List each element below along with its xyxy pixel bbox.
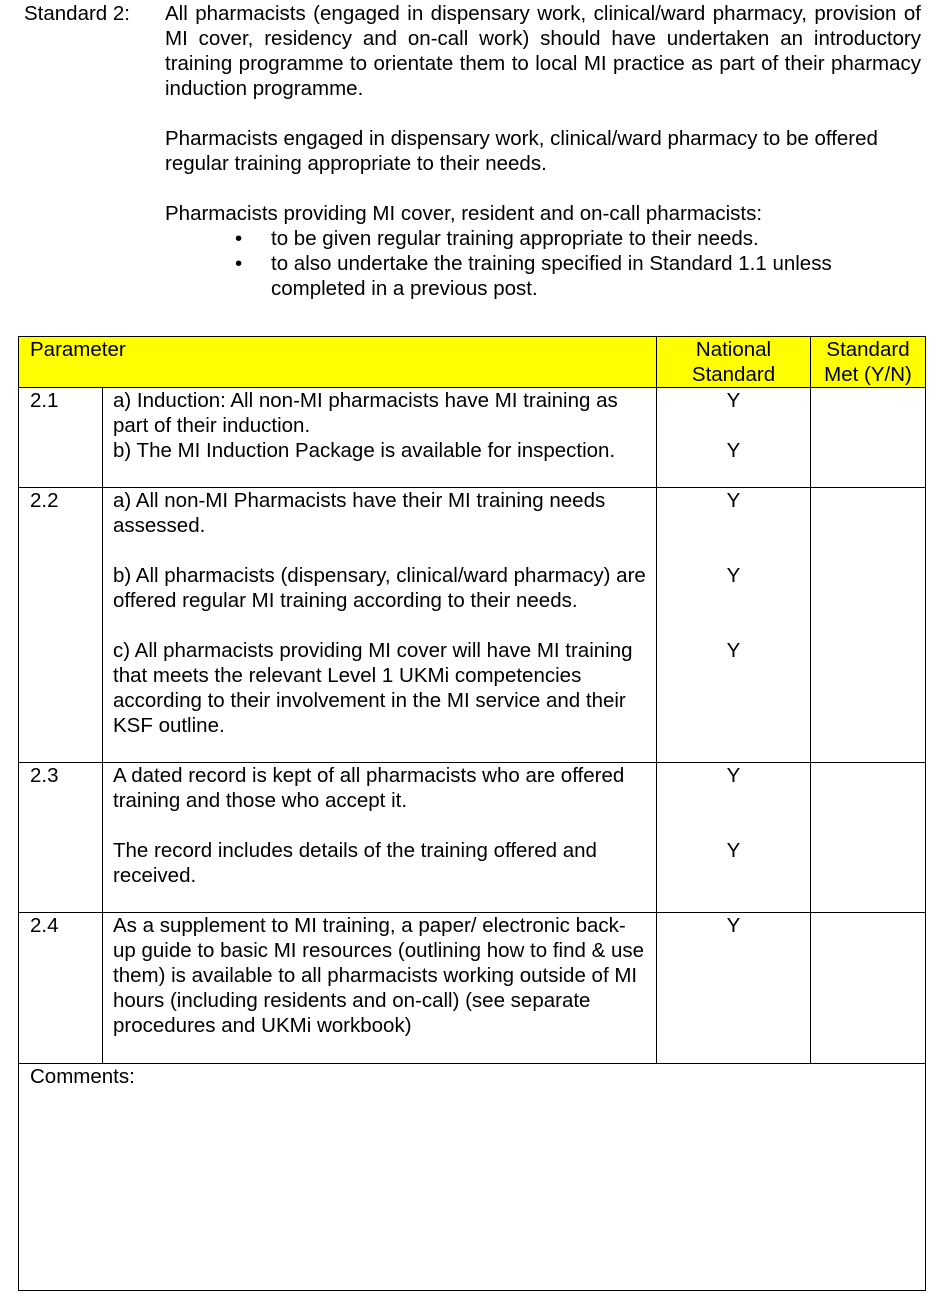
row-description (103, 763, 657, 913)
bullet-dot-icon: • (235, 252, 243, 275)
national-value: Y (726, 839, 741, 862)
national-value: Y (726, 764, 741, 787)
table-header-row (19, 337, 926, 388)
table-row (19, 388, 926, 488)
national-value: Y (726, 914, 741, 937)
comments-label: Comments: (30, 1065, 135, 1088)
table-row (19, 763, 926, 913)
parameters-table (18, 336, 926, 1291)
criterion-text: c) All pharmacists providing MI cover will have MI training that meets the relevant Level 1 UKMi competencies according to their involvement in the MI service and their KSF outline. (113, 639, 633, 737)
national-value: Y (726, 564, 741, 587)
criterion-text: A dated record is kept of all pharmacists who are offered training and those who accept it. (113, 764, 625, 812)
header-standard-met: Standard Met (Y/N) (811, 337, 926, 388)
criterion-text: b) All pharmacists (dispensary, clinical/ward pharmacy) are offered regular MI training according to their needs. (113, 564, 646, 612)
criterion-text: As a supplement to MI training, a paper/ electronic back-up guide to basic MI resources (outlining how to find & use them) is available to all pharmacists working outside of MI hours (including residents and on-call) (see separate procedures and UKMi workbook) (113, 914, 645, 1037)
national-standard-cell (657, 763, 811, 913)
standard-bullet-list (165, 226, 921, 301)
row-number: 2.3 (19, 763, 103, 913)
standard-met-cell[interactable] (811, 488, 926, 763)
standard-para-1: All pharmacists (engaged in dispensary work, clinical/ward pharmacy, provision of MI cover, residency and on-call work) should have undertaken an introductory training programme to orientate them to local MI practice as part of their pharmacy induction programme. (165, 2, 921, 100)
criterion-text: a) Induction: All non-MI pharmacists have MI training as part of their induction. (113, 389, 618, 437)
national-value: Y (726, 489, 741, 512)
header-national-standard: National Standard (657, 337, 811, 388)
national-value: Y (726, 389, 741, 412)
national-standard-cell (657, 388, 811, 488)
bullet-item: • to be given regular training appropriate to their needs. (235, 227, 759, 250)
standard-label: Standard 2: (24, 2, 130, 25)
comments-field[interactable] (19, 1064, 926, 1291)
table-row (19, 488, 926, 763)
row-description (103, 913, 657, 1064)
row-description (103, 388, 657, 488)
table-row (19, 913, 926, 1064)
bullet-dot-icon: • (235, 227, 243, 250)
row-description (103, 488, 657, 763)
national-value: Y (726, 639, 741, 662)
criterion-text: b) The MI Induction Package is available for inspection. (113, 439, 616, 462)
standard-para-3: Pharmacists providing MI cover, resident and on-call pharmacists: (165, 202, 763, 225)
standard-met-cell[interactable] (811, 913, 926, 1064)
national-standard-cell (657, 913, 811, 1064)
national-value: Y (726, 439, 741, 462)
bullet-item: • to also undertake the training specified in Standard 1.1 unless completed in a previous post. (235, 252, 832, 300)
criterion-text: a) All non-MI Pharmacists have their MI training needs assessed. (113, 489, 606, 537)
comments-row (19, 1064, 926, 1291)
row-number: 2.2 (19, 488, 103, 763)
standard-met-cell[interactable] (811, 763, 926, 913)
standard-met-cell[interactable] (811, 388, 926, 488)
row-number: 2.4 (19, 913, 103, 1064)
standard-description (165, 1, 921, 301)
header-parameter: Parameter (19, 337, 657, 388)
criterion-text: The record includes details of the training offered and received. (113, 839, 597, 887)
national-standard-cell (657, 488, 811, 763)
row-number: 2.1 (19, 388, 103, 488)
standard-para-2: Pharmacists engaged in dispensary work, clinical/ward pharmacy to be offered regular training appropriate to their needs. (165, 127, 878, 175)
